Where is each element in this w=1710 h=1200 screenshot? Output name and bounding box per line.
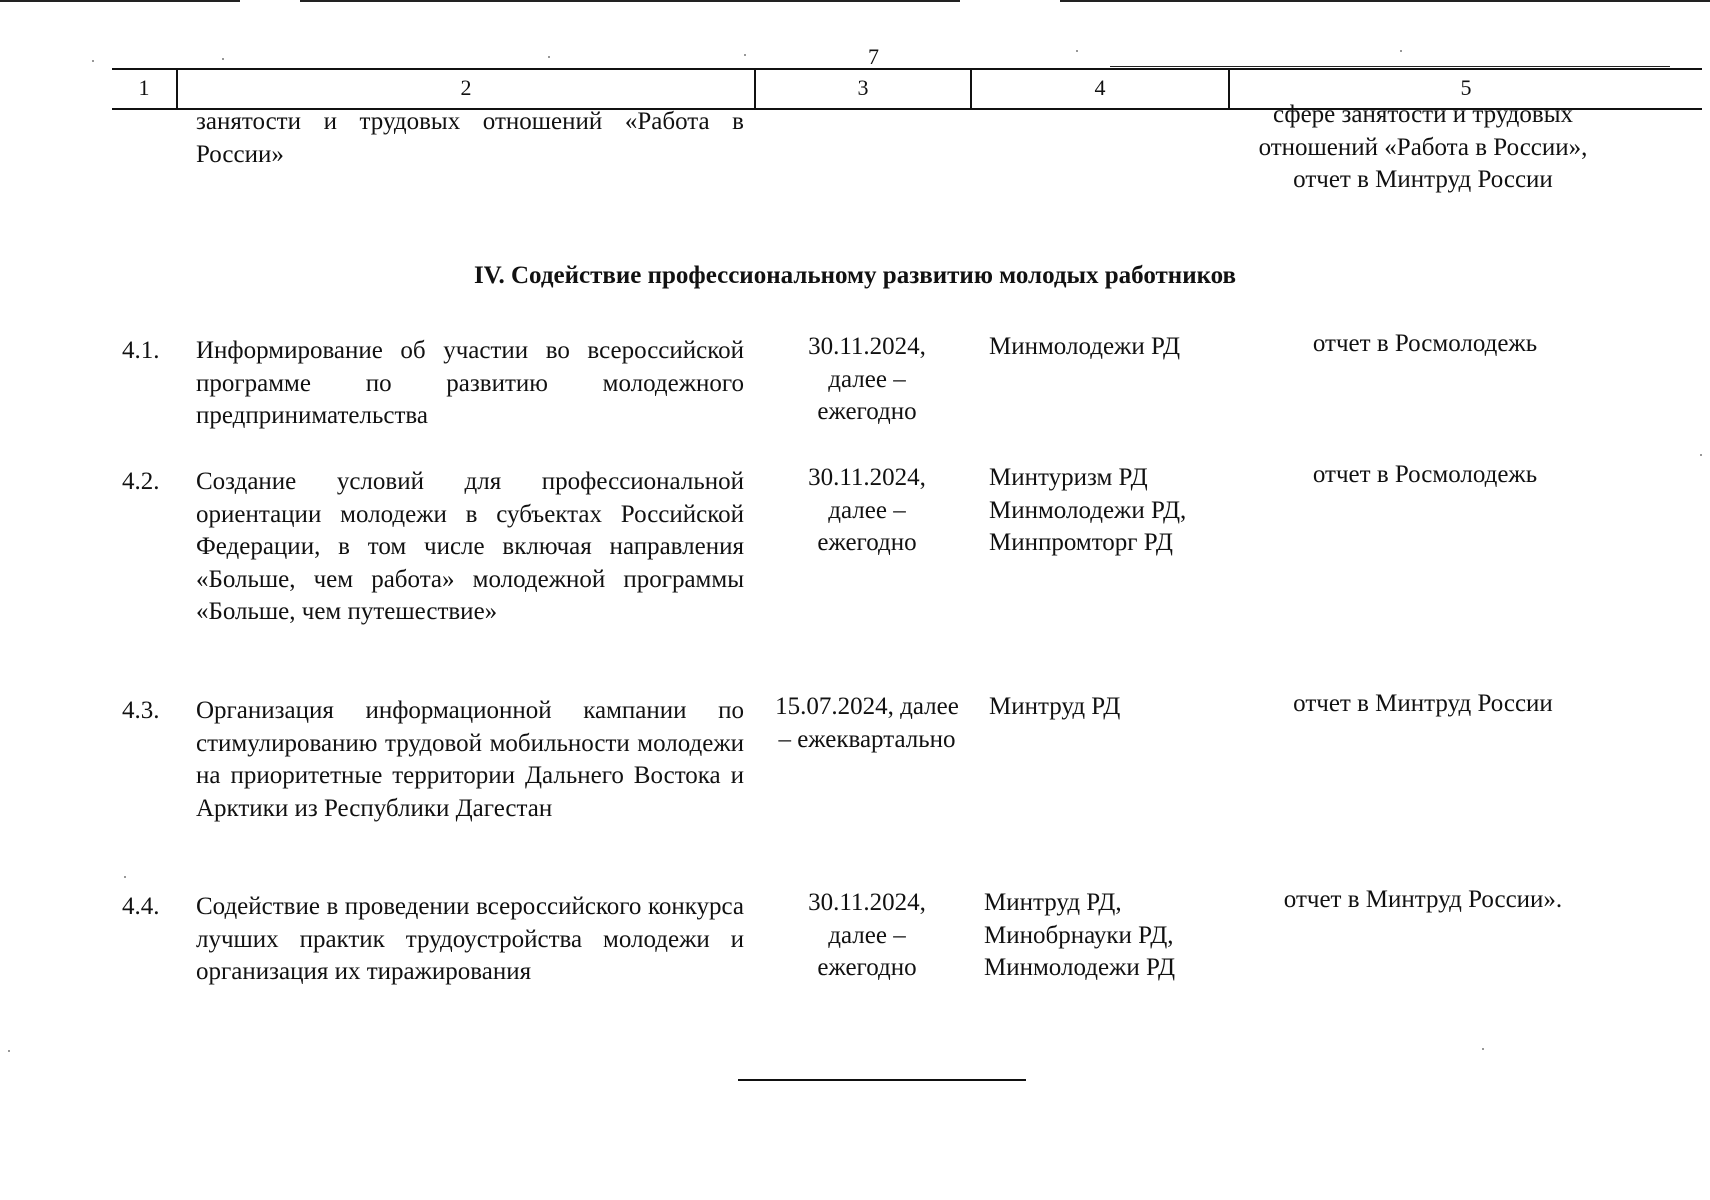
row-responsible: Минмолодежи РД bbox=[989, 333, 1181, 360]
section-title: IV. Содействие профессиональному развитию молодых работников bbox=[473, 262, 1237, 289]
continuation-description: занятости и трудовых отношений «Работа в России» bbox=[196, 108, 744, 168]
row-result: отчет в Минтруд России». bbox=[1283, 886, 1563, 913]
scan-speck bbox=[8, 1050, 10, 1052]
document-end-rule bbox=[738, 1079, 1026, 1081]
scan-speck bbox=[744, 54, 746, 56]
column-header-5: 5 bbox=[1460, 75, 1472, 100]
row-deadline: 30.11.2024, далее – ежегодно bbox=[808, 464, 926, 556]
row-number: 4.1. bbox=[122, 337, 160, 364]
scan-speck bbox=[222, 58, 224, 60]
row-description: Организация информационной кампании по стимулированию трудовой мобильности молодежи на приоритетные территории Дальнего Востока и Арктики из Республики Дагестан bbox=[196, 697, 744, 822]
scan-speck bbox=[548, 56, 550, 58]
column-header-3: 3 bbox=[857, 75, 869, 100]
row-number: 4.4. bbox=[122, 893, 160, 920]
scan-speck bbox=[1482, 1048, 1484, 1050]
scan-speck bbox=[1076, 50, 1078, 52]
scan-speck bbox=[124, 876, 126, 878]
row-deadline: 30.11.2024, далее – ежегодно bbox=[808, 333, 926, 425]
row-result: отчет в Минтруд России bbox=[1293, 690, 1553, 717]
scan-edge-line bbox=[0, 0, 240, 2]
scan-edge-line bbox=[300, 0, 960, 2]
scan-edge-line bbox=[1110, 66, 1670, 67]
column-header-2: 2 bbox=[460, 75, 472, 100]
scan-speck bbox=[1400, 50, 1402, 52]
row-result: отчет в Росмолодежь bbox=[1312, 330, 1538, 357]
row-number: 4.3. bbox=[122, 697, 160, 724]
row-description: Создание условий для профессиональной ориентации молодежи в субъектах Российской Федерации, в том числе включая направления «Больше, чем работа» молодежной программы «Больше, чем путешествие» bbox=[196, 468, 744, 625]
scan-speck bbox=[1700, 454, 1702, 456]
row-result: отчет в Росмолодежь bbox=[1312, 461, 1538, 488]
row-number: 4.2. bbox=[122, 468, 160, 495]
page-number: 7 bbox=[868, 44, 879, 69]
row-responsible: Минтруд РД bbox=[989, 693, 1121, 720]
row-responsible: Минтуризм РД Минмолодежи РД, Минпромторг РД bbox=[989, 464, 1187, 556]
row-deadline: 30.11.2024, далее – ежегодно bbox=[808, 889, 926, 981]
scan-speck bbox=[92, 60, 94, 62]
row-responsible: Минтруд РД, Минобрнауки РД, Минмолодежи РД bbox=[984, 889, 1176, 981]
row-description: Информирование об участии во всероссийской программе по развитию молодежного предпринимательства bbox=[196, 337, 744, 429]
row-description: Содействие в проведении всероссийского конкурса лучших практик трудоустройства молодежи и организация их тиражирования bbox=[196, 893, 744, 985]
column-header-1: 1 bbox=[138, 75, 150, 100]
row-deadline: 15.07.2024, далее – ежеквартально bbox=[775, 693, 959, 753]
column-header-4: 4 bbox=[1094, 75, 1106, 100]
continuation-result: сфере занятости и трудовых отношений «Работа в России», отчет в Минтруд России bbox=[1258, 101, 1588, 193]
scan-edge-line bbox=[1060, 0, 1710, 2]
